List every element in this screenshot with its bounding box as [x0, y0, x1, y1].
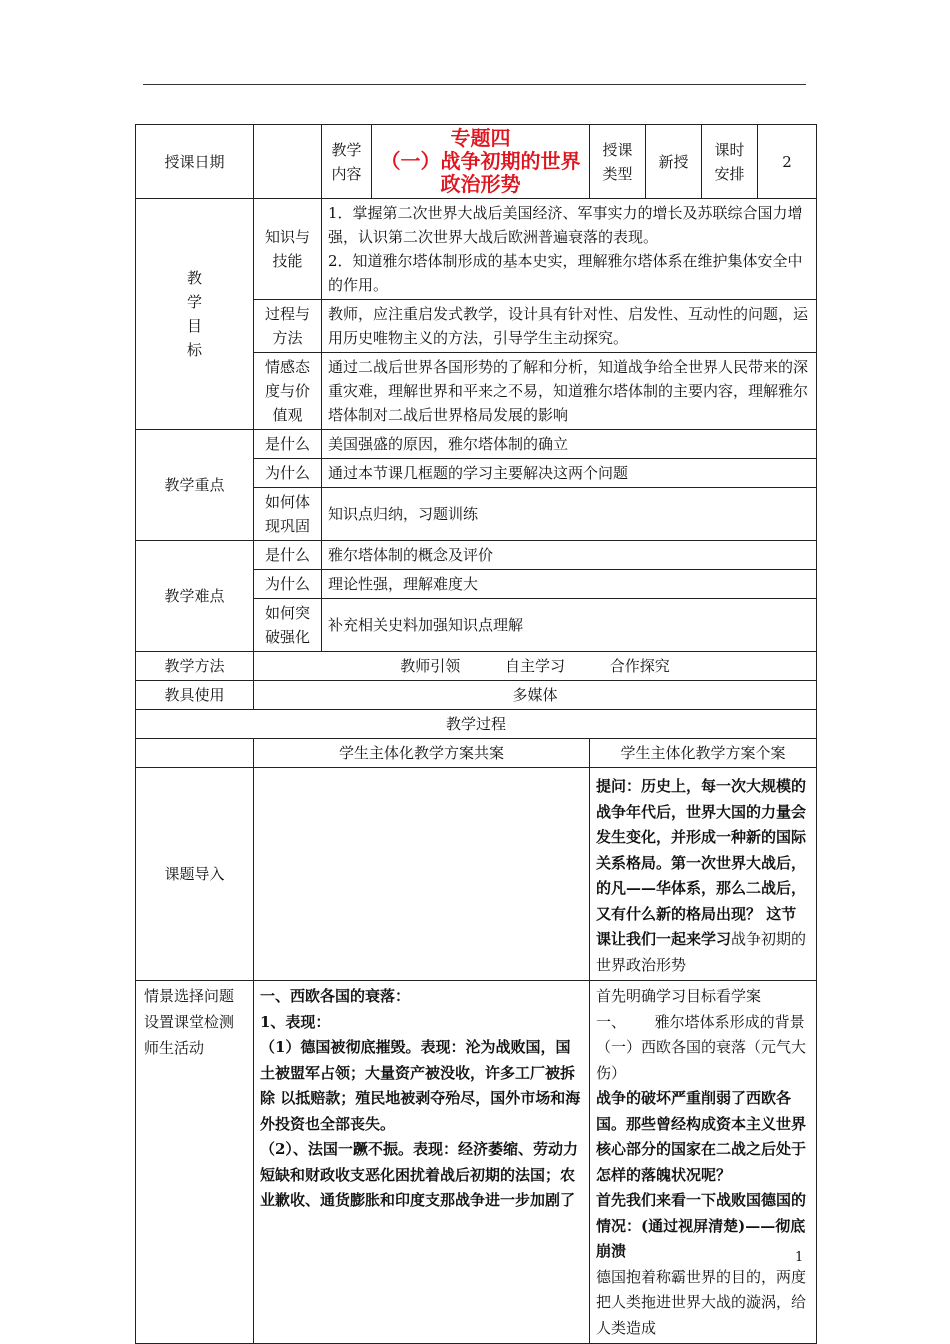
date-value	[254, 125, 322, 199]
key-points-label: 教学重点	[136, 430, 254, 541]
hours-value: 2	[758, 125, 817, 199]
activities-individual: 首先明确学习目标看学案 一、 雅尔塔体系形成的背景 （一）西欧各国的衰落（元气大伤） 战争的破坏严重削弱了西欧各国。那些曾经构成资本主义世界核心部分的国家在二战之后处于怎样的落魄状况呢？ 首先我们来看一下战败国德国的情况：(通过视屏清楚)——彻底崩溃 德国抱着称霸世界的目的，两度把人类拖进世界大战的漩涡，给人类造成	[590, 981, 817, 1344]
activities-shared: 一、西欧各国的衰落： 1、表现： （1）德国被彻底摧毁。表现：沦为战败国，国土被盟军占领；大量资产被没收，许多工厂被拆除 以抵赔款；殖民地被剥夺殆尽，国外市场和海外投资也全部丧失。 （2）、法国一蹶不振。表现：经济萎缩、劳动力短缺和财政收支恶化困扰着战后初期的法国；农业歉收、通货膨胀和印度支那战争进一步加剧了	[254, 981, 590, 1344]
goal-knowledge-text: 1．掌握第二次世界大战后美国经济、军事实力的增长及苏联综合国力增强，认识第二次世界大战后欧洲普遍衰落的表现。 2．知道雅尔塔体制形成的基本史实，理解雅尔塔体系在维护集体安全中的作用。	[322, 199, 817, 300]
page-number: 1	[795, 1250, 804, 1265]
methods-values	[254, 652, 817, 681]
method-item: 自主学习	[504, 657, 565, 675]
diff-why-label: 为什么	[254, 570, 322, 599]
diff-what-label: 是什么	[254, 541, 322, 570]
key-why-text: 通过本节课几框题的学习主要解决这两个问题	[322, 459, 817, 488]
difficulties-label: 教学难点	[136, 541, 254, 652]
key-how-text: 知识点归纳，习题训练	[322, 488, 817, 541]
intro-individual: 提问：历史上，每一次大规模的战争年代后，世界大国的力量会发生变化，并形成一种新的国际关系格局。第一次世界大战后，的凡——华体系，那么二战后，又有什么新的格局出现？ 这节课让我们一起来学习战争初期的世界政治形势	[590, 768, 817, 981]
hours-label: 课时 安排	[702, 125, 758, 199]
diff-how-label: 如何突 破强化	[254, 599, 322, 652]
type-value: 新授	[646, 125, 702, 199]
tools-value: 多媒体	[254, 681, 817, 710]
shared-plan-header: 学生主体化教学方案共案	[254, 739, 590, 768]
individual-plan-header: 学生主体化教学方案个案	[590, 739, 817, 768]
goal-emotion-label: 情感态 度与价 值观	[254, 353, 322, 430]
type-label: 授课 类型	[590, 125, 646, 199]
topic-title: 专题四	[450, 126, 511, 150]
topic-subtitle: （一）战争初期的世界政治形势	[380, 149, 581, 196]
key-how-label: 如何体 现巩固	[254, 488, 322, 541]
diff-what-text: 雅尔塔体制的概念及评价	[322, 541, 817, 570]
method-item: 合作探究	[609, 657, 670, 675]
key-what-text: 美国强盛的原因，雅尔塔体制的确立	[322, 430, 817, 459]
diff-how-text: 补充相关史料加强知识点理解	[322, 599, 817, 652]
process-title: 教学过程	[136, 710, 817, 739]
intro-label: 课题导入	[136, 768, 254, 981]
date-label: 授课日期	[136, 125, 254, 199]
method-item: 教师引领	[400, 657, 461, 675]
goal-process-label: 过程与 方法	[254, 300, 322, 353]
content-label: 教学 内容	[322, 125, 372, 199]
key-why-label: 为什么	[254, 459, 322, 488]
goal-process-text: 教师，应注重启发式教学，设计具有针对性、启发性、互动性的问题，运用历史唯物主义的方法，引导学生主动探究。	[322, 300, 817, 353]
goal-knowledge-label: 知识与 技能	[254, 199, 322, 300]
diff-why-text: 理论性强，理解难度大	[322, 570, 817, 599]
goals-label: 教 学 目 标	[136, 199, 254, 430]
goal-emotion-text: 通过二战后世界各国形势的了解和分析，知道战争给全世界人民带来的深重灾难，理解世界和平来之不易，知道雅尔塔体制的主要内容，理解雅尔塔体制对二战后世界格局发展的影响	[322, 353, 817, 430]
header-rule	[143, 84, 806, 85]
lesson-plan-table	[135, 124, 817, 1344]
activities-label: 情景选择问题设置课堂检测师生活动	[136, 981, 254, 1344]
methods-label: 教学方法	[136, 652, 254, 681]
key-what-label: 是什么	[254, 430, 322, 459]
tools-label: 教具使用	[136, 681, 254, 710]
intro-shared	[254, 768, 590, 981]
